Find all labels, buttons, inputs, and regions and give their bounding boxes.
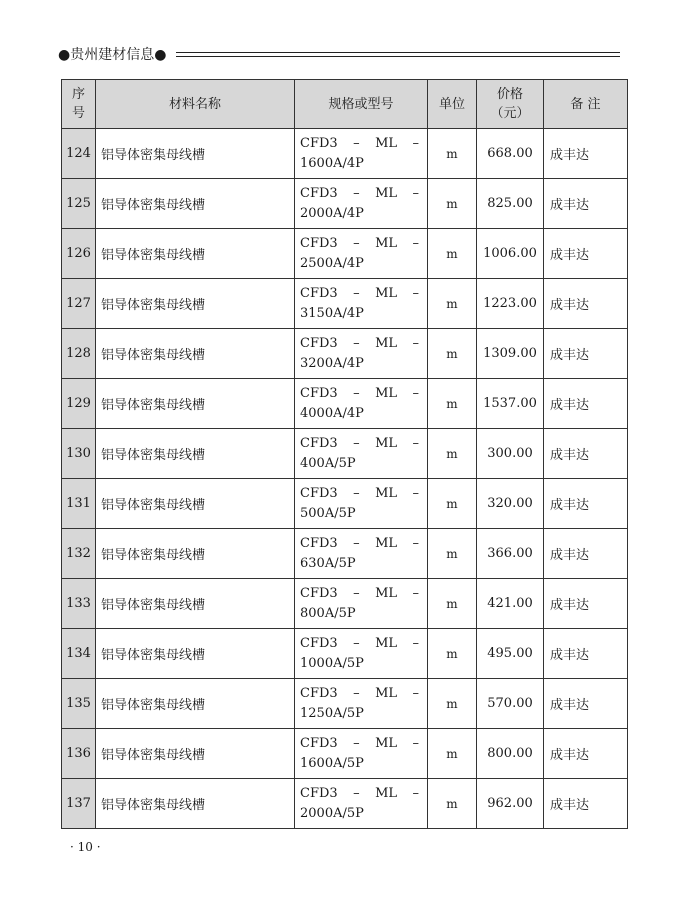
spec-series: CFD3: [300, 285, 338, 301]
spec-rating: 500A/5P: [300, 505, 356, 521]
row-material-name: 铝导体密集母线槽: [96, 179, 295, 229]
spec-dash: –: [353, 235, 360, 251]
spec-type: ML: [375, 735, 398, 751]
row-material-name: 铝导体密集母线槽: [96, 279, 295, 329]
row-unit: m: [428, 779, 477, 829]
spec-type: ML: [375, 185, 398, 201]
spec-dash: –: [353, 185, 360, 201]
row-material-name: 铝导体密集母线槽: [96, 229, 295, 279]
row-price: 570.00: [477, 679, 544, 729]
spec-series: CFD3: [300, 485, 338, 501]
row-seq: 137: [62, 779, 96, 829]
spec-dash: –: [412, 135, 419, 151]
spec-dash: –: [412, 235, 419, 251]
row-unit: m: [428, 229, 477, 279]
spec-type: ML: [375, 335, 398, 351]
table-row: [62, 579, 628, 629]
table-row: [62, 729, 628, 779]
table-row: [62, 779, 628, 829]
row-material-name: 铝导体密集母线槽: [96, 329, 295, 379]
spec-series: CFD3: [300, 785, 338, 801]
row-seq: 129: [62, 379, 96, 429]
spec-rating: 3150A/4P: [300, 305, 364, 321]
row-spec: [295, 179, 428, 229]
row-price: 421.00: [477, 579, 544, 629]
spec-dash: –: [353, 585, 360, 601]
spec-type: ML: [375, 685, 398, 701]
row-price: 1537.00: [477, 379, 544, 429]
row-spec: [295, 679, 428, 729]
spec-dash: –: [353, 685, 360, 701]
row-spec: [295, 629, 428, 679]
row-note: 成丰达: [544, 479, 628, 529]
row-price: 1309.00: [477, 329, 544, 379]
spec-series: CFD3: [300, 335, 338, 351]
spec-dash: –: [412, 285, 419, 301]
col-header-seq: 序 号: [62, 80, 96, 129]
spec-rating: 400A/5P: [300, 455, 356, 471]
row-unit: m: [428, 579, 477, 629]
row-spec: [295, 279, 428, 329]
row-seq: 133: [62, 579, 96, 629]
spec-dash: –: [353, 435, 360, 451]
row-unit: m: [428, 179, 477, 229]
row-spec: [295, 579, 428, 629]
table-row: [62, 479, 628, 529]
row-material-name: 铝导体密集母线槽: [96, 679, 295, 729]
row-material-name: 铝导体密集母线槽: [96, 429, 295, 479]
row-unit: m: [428, 529, 477, 579]
table-row: [62, 129, 628, 179]
spec-dash: –: [412, 435, 419, 451]
spec-dash: –: [412, 485, 419, 501]
spec-dash: –: [412, 735, 419, 751]
row-note: 成丰达: [544, 529, 628, 579]
row-unit: m: [428, 329, 477, 379]
row-note: 成丰达: [544, 679, 628, 729]
spec-type: ML: [375, 135, 398, 151]
row-material-name: 铝导体密集母线槽: [96, 729, 295, 779]
spec-rating: 800A/5P: [300, 605, 356, 621]
col-header-note: 备 注: [544, 80, 628, 129]
spec-rating: 1250A/5P: [300, 705, 364, 721]
row-unit: m: [428, 429, 477, 479]
row-price: 366.00: [477, 529, 544, 579]
row-unit: m: [428, 679, 477, 729]
spec-series: CFD3: [300, 235, 338, 251]
row-seq: 128: [62, 329, 96, 379]
price-table: [61, 79, 628, 829]
spec-type: ML: [375, 385, 398, 401]
row-spec: [295, 379, 428, 429]
row-material-name: 铝导体密集母线槽: [96, 629, 295, 679]
row-seq: 124: [62, 129, 96, 179]
spec-rating: 2000A/4P: [300, 205, 364, 221]
page-header: [58, 42, 620, 66]
row-seq: 131: [62, 479, 96, 529]
spec-dash: –: [353, 135, 360, 151]
row-spec: [295, 129, 428, 179]
table-row: [62, 629, 628, 679]
row-note: 成丰达: [544, 729, 628, 779]
row-spec: [295, 429, 428, 479]
row-note: 成丰达: [544, 179, 628, 229]
spec-type: ML: [375, 235, 398, 251]
spec-type: ML: [375, 485, 398, 501]
spec-rating: 1000A/5P: [300, 655, 364, 671]
col-header-spec: 规格或型号: [295, 80, 428, 129]
row-material-name: 铝导体密集母线槽: [96, 479, 295, 529]
table-row: [62, 429, 628, 479]
row-spec: [295, 779, 428, 829]
spec-rating: 2500A/4P: [300, 255, 364, 271]
table-row: [62, 279, 628, 329]
row-note: 成丰达: [544, 579, 628, 629]
spec-dash: –: [412, 535, 419, 551]
row-seq: 132: [62, 529, 96, 579]
spec-dash: –: [412, 785, 419, 801]
spec-rating: 1600A/4P: [300, 155, 364, 171]
spec-dash: –: [353, 485, 360, 501]
header-rule-thin: [176, 56, 620, 57]
row-note: 成丰达: [544, 229, 628, 279]
row-material-name: 铝导体密集母线槽: [96, 579, 295, 629]
spec-type: ML: [375, 635, 398, 651]
publication-title: ●贵州建材信息●: [58, 47, 167, 63]
spec-type: ML: [375, 785, 398, 801]
spec-dash: –: [353, 785, 360, 801]
table-row: [62, 179, 628, 229]
spec-dash: –: [412, 185, 419, 201]
page-number: · 10 ·: [70, 840, 101, 854]
row-unit: m: [428, 629, 477, 679]
row-seq: 130: [62, 429, 96, 479]
table-row: [62, 529, 628, 579]
row-seq: 125: [62, 179, 96, 229]
row-seq: 136: [62, 729, 96, 779]
row-spec: [295, 729, 428, 779]
row-seq: 126: [62, 229, 96, 279]
row-unit: m: [428, 279, 477, 329]
row-material-name: 铝导体密集母线槽: [96, 779, 295, 829]
table-row: [62, 679, 628, 729]
table-row: [62, 329, 628, 379]
spec-dash: –: [353, 385, 360, 401]
spec-rating: 4000A/4P: [300, 405, 364, 421]
row-note: 成丰达: [544, 429, 628, 479]
row-material-name: 铝导体密集母线槽: [96, 379, 295, 429]
spec-dash: –: [353, 335, 360, 351]
row-note: 成丰达: [544, 379, 628, 429]
spec-dash: –: [353, 735, 360, 751]
row-spec: [295, 329, 428, 379]
spec-rating: 630A/5P: [300, 555, 356, 571]
row-spec: [295, 229, 428, 279]
table-row: [62, 379, 628, 429]
row-price: 668.00: [477, 129, 544, 179]
spec-series: CFD3: [300, 535, 338, 551]
row-spec: [295, 529, 428, 579]
spec-dash: –: [353, 285, 360, 301]
row-note: 成丰达: [544, 279, 628, 329]
spec-series: CFD3: [300, 735, 338, 751]
row-unit: m: [428, 379, 477, 429]
spec-dash: –: [412, 335, 419, 351]
spec-dash: –: [412, 685, 419, 701]
row-price: 962.00: [477, 779, 544, 829]
col-header-unit: 单位: [428, 80, 477, 129]
spec-type: ML: [375, 435, 398, 451]
row-price: 1223.00: [477, 279, 544, 329]
row-unit: m: [428, 129, 477, 179]
row-price: 495.00: [477, 629, 544, 679]
spec-type: ML: [375, 585, 398, 601]
row-price: 320.00: [477, 479, 544, 529]
row-price: 300.00: [477, 429, 544, 479]
spec-series: CFD3: [300, 135, 338, 151]
spec-series: CFD3: [300, 585, 338, 601]
row-note: 成丰达: [544, 329, 628, 379]
table-row: [62, 229, 628, 279]
spec-rating: 3200A/4P: [300, 355, 364, 371]
row-note: 成丰达: [544, 779, 628, 829]
row-seq: 134: [62, 629, 96, 679]
spec-rating: 1600A/5P: [300, 755, 364, 771]
col-header-name: 材料名称: [96, 80, 295, 129]
spec-series: CFD3: [300, 685, 338, 701]
spec-type: ML: [375, 285, 398, 301]
spec-series: CFD3: [300, 185, 338, 201]
spec-series: CFD3: [300, 635, 338, 651]
row-note: 成丰达: [544, 129, 628, 179]
row-price: 800.00: [477, 729, 544, 779]
row-material-name: 铝导体密集母线槽: [96, 129, 295, 179]
row-unit: m: [428, 729, 477, 779]
row-note: 成丰达: [544, 629, 628, 679]
col-header-price: 价格 （元）: [477, 80, 544, 129]
row-material-name: 铝导体密集母线槽: [96, 529, 295, 579]
row-seq: 127: [62, 279, 96, 329]
row-seq: 135: [62, 679, 96, 729]
table-header-row: [62, 80, 628, 129]
row-price: 825.00: [477, 179, 544, 229]
header-rule: [176, 52, 620, 53]
spec-dash: –: [412, 385, 419, 401]
spec-dash: –: [353, 535, 360, 551]
spec-dash: –: [412, 635, 419, 651]
spec-type: ML: [375, 535, 398, 551]
spec-rating: 2000A/5P: [300, 805, 364, 821]
spec-dash: –: [412, 585, 419, 601]
row-price: 1006.00: [477, 229, 544, 279]
row-spec: [295, 479, 428, 529]
spec-series: CFD3: [300, 435, 338, 451]
row-unit: m: [428, 479, 477, 529]
spec-dash: –: [353, 635, 360, 651]
spec-series: CFD3: [300, 385, 338, 401]
